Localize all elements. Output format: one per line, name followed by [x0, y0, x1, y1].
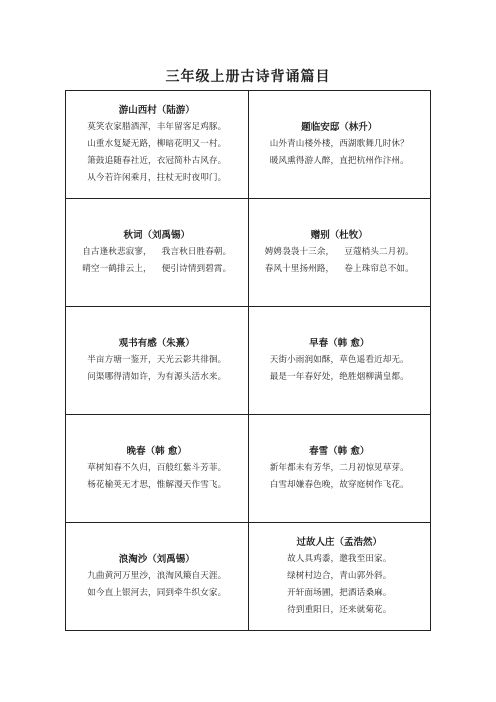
poem-line: 卷上珠帘总不如。 — [344, 264, 414, 274]
poem-cell-guan-shu-you-gan — [66, 307, 249, 415]
poem-cell-wan-chun — [66, 415, 249, 523]
poem-line: 豆蔻梢头二月初。 — [344, 247, 414, 257]
poem-cell-qiu-ci — [66, 199, 249, 307]
poem-title: 过故人庄（孟浩然） — [296, 537, 382, 548]
poem-line-pair — [82, 261, 231, 278]
table-row — [66, 523, 431, 631]
poem-cell-ti-lin-an-di — [248, 91, 431, 199]
poem-line: 白雪却嫌春色晚，故穿庭树作飞花。 — [269, 480, 409, 490]
poem-title: 题临安邸（林升） — [301, 122, 378, 133]
table-row — [66, 415, 431, 523]
poem-line: 最是一年春好处，绝胜烟柳满皇都。 — [269, 372, 409, 382]
poem-line: 新年都未有芳华，二月初惊见草芽。 — [269, 463, 409, 473]
poem-cell-chun-xue — [248, 415, 431, 523]
poem-line: 问渠哪得清如许，为有源头活水来。 — [87, 372, 227, 382]
poem-line: 待到重阳日，还来就菊花。 — [287, 605, 392, 615]
poem-line: 绿树村边合，青山郭外斜。 — [287, 571, 392, 581]
poem-cell-zao-chun — [248, 307, 431, 415]
poem-title: 浪淘沙（刘禹锡） — [118, 554, 195, 565]
poem-line: 山外青山楼外楼，西湖歌舞几时休？ — [269, 139, 409, 149]
poem-cell-zeng-bie — [248, 199, 431, 307]
poem-line: 半亩方塘一鉴开，天光云影共徘徊。 — [87, 355, 227, 365]
poem-line: 山重水复疑无路，柳暗花明又一村。 — [87, 139, 227, 149]
poem-line: 杨花榆荚无才思，惟解漫天作雪飞。 — [87, 480, 227, 490]
poem-title: 春雪（韩 愈） — [309, 446, 370, 457]
poem-line: 自古逢秋悲寂寥， — [82, 247, 152, 257]
poem-line: 从今若许闲乘月，拄杖无时夜叩门。 — [87, 173, 227, 183]
table-row — [66, 307, 431, 415]
poem-line: 娉娉袅袅十三余， — [264, 247, 335, 257]
poem-cell-guo-gu-ren-zhuang — [248, 523, 431, 631]
poem-line: 我言秋日胜春朝。 — [161, 247, 232, 257]
poem-line: 九曲黄河万里沙，浪淘风簸自天涯。 — [87, 571, 227, 581]
poem-line: 故人具鸡黍，邀我至田家。 — [287, 554, 392, 564]
poem-line-pair — [265, 261, 414, 278]
poem-title: 早春（韩 愈） — [309, 338, 370, 349]
poem-title: 赠别（杜牧） — [310, 230, 368, 241]
poem-line: 如今直上银河去，同到牵牛织女家。 — [87, 588, 227, 598]
poem-title: 秋词（刘禹锡） — [123, 230, 190, 241]
table-row — [66, 199, 431, 307]
poem-line-pair — [82, 244, 231, 261]
poem-line: 箫鼓追随春社近，衣冠简朴古风存。 — [87, 156, 227, 166]
poem-title: 游山西村（陆游） — [118, 105, 195, 116]
page-title: 三年级上册古诗背诵篇目 — [165, 69, 331, 85]
poem-line: 晴空一鹤排云上， — [82, 264, 152, 274]
poem-line: 便引诗情到碧霄。 — [161, 264, 232, 274]
poem-line: 莫笑农家腊酒浑，丰年留客足鸡豚。 — [87, 122, 227, 132]
poem-line: 春风十里扬州路， — [264, 264, 335, 274]
poem-title: 观书有感（朱熹） — [118, 338, 195, 349]
poem-line: 暖风熏得游人醉，直把杭州作汴州。 — [269, 156, 409, 166]
poem-line-pair — [265, 244, 414, 261]
poem-table — [65, 90, 431, 631]
poem-line: 草树知春不久归，百般红紫斗芳菲。 — [87, 463, 227, 473]
poem-line: 天街小雨润如酥，草色遥看近却无。 — [269, 355, 409, 365]
poem-title: 晚春（韩 愈） — [126, 446, 187, 457]
poem-cell-lang-tao-sha — [66, 523, 249, 631]
poem-cell-you-shan-xi-cun — [66, 91, 249, 199]
table-row — [66, 91, 431, 199]
poem-line: 开轩面场圃，把酒话桑麻。 — [287, 588, 392, 598]
